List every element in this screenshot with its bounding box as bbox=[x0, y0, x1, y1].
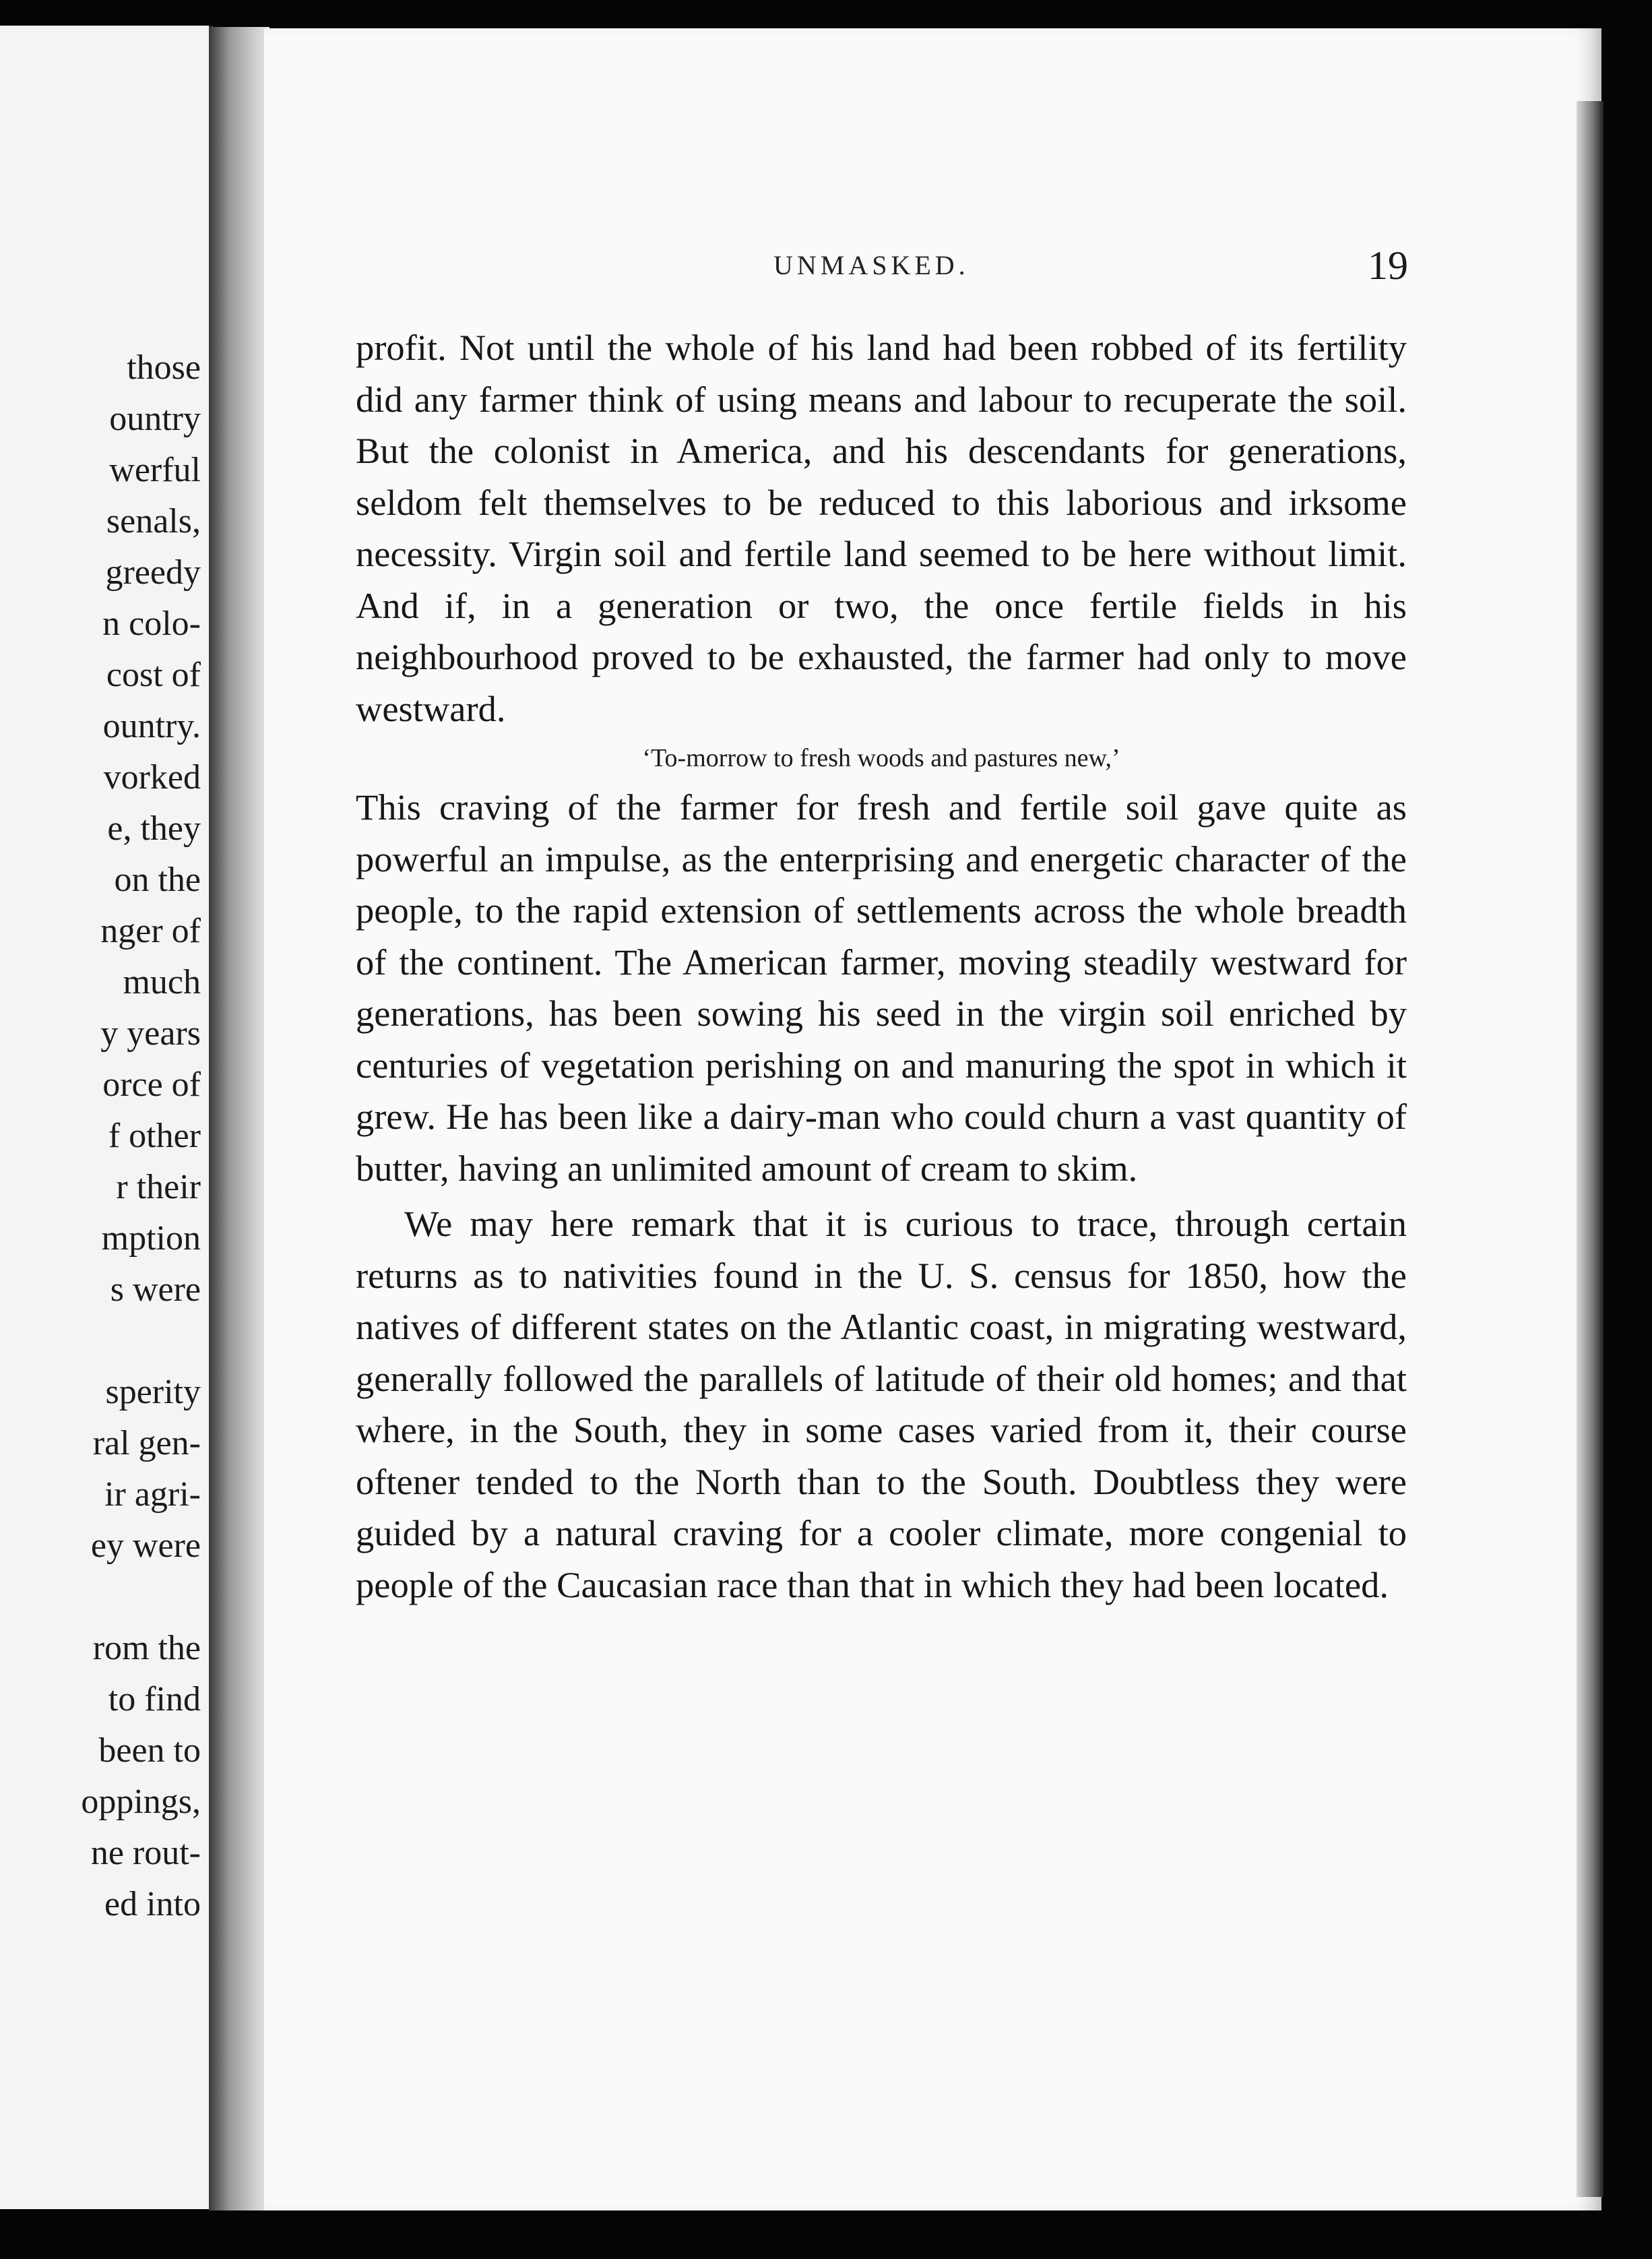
previous-page-line: orce of bbox=[102, 1065, 201, 1104]
previous-page-line: f other bbox=[108, 1117, 201, 1155]
previous-page-line: senals, bbox=[106, 502, 201, 540]
previous-page-line: s were bbox=[110, 1270, 201, 1309]
previous-page-line: werful bbox=[109, 451, 201, 489]
previous-page-line: rom the bbox=[92, 1629, 201, 1667]
previous-page-line bbox=[0, 1572, 201, 1623]
previous-page-line: e, they bbox=[107, 809, 201, 848]
previous-page-line: vorked bbox=[103, 758, 201, 797]
previous-page-line bbox=[0, 1316, 201, 1367]
running-title: UNMASKED. bbox=[773, 250, 970, 280]
quotation: ‘To-morrow to fresh woods and pastures new,’ bbox=[642, 744, 1120, 772]
previous-page-line: ed into bbox=[104, 1885, 201, 1923]
previous-page-line: r their bbox=[116, 1168, 201, 1206]
previous-page-line: ountry bbox=[109, 400, 201, 438]
previous-page-line: those bbox=[127, 348, 201, 387]
previous-page-line: ne rout- bbox=[90, 1834, 201, 1872]
page-number: 19 bbox=[1368, 243, 1408, 288]
previous-page-line: nger of bbox=[100, 912, 201, 950]
previous-page-line: much bbox=[123, 963, 201, 1001]
previous-page-line: n colo- bbox=[102, 605, 201, 643]
book-gutter bbox=[209, 27, 269, 2210]
paragraph-3: We may here remark that it is curious to trace, through certain returns as to nativities found in the U. S. census for 1850, how the natives of different states on the Atlantic coast, in migrating westward, generally followed the parallels of latitude of their old homes; and that where, in the South, they in some cases varied from it, their course oftener tended to the North than to the South. Doubtless they were guided by a natural craving for a cooler climate, more congenial to people of the Caucasian race than that in which they had been located. bbox=[356, 1203, 1407, 1605]
previous-page-line: ir agri- bbox=[104, 1475, 201, 1514]
previous-page-edge bbox=[0, 26, 213, 2209]
previous-page-line: been to bbox=[98, 1731, 201, 1770]
previous-page-line: sperity bbox=[105, 1373, 201, 1411]
previous-page-line: ountry. bbox=[102, 707, 201, 745]
previous-page-line: mption bbox=[101, 1219, 201, 1258]
page-edge-shadow bbox=[1577, 101, 1603, 2197]
previous-page-line: to find bbox=[108, 1680, 201, 1719]
paragraph-1: profit. Not until the whole of his land had been robbed of its fertility did any farmer think of using means and labour to recuperate the soil. But the colonist in America, and his descendants for generations, seldom felt themselves to be reduced to this laborious and irksome necessity. Virgin soil and fertile land seemed to be here without limit. And if, in a generation or two, the once fertile fields in his neighbourhood proved to be exhausted, the farmer had only to move westward. bbox=[356, 327, 1407, 729]
previous-page-line: ral gen- bbox=[92, 1424, 201, 1462]
paragraph-2: This craving of the farmer for fresh and fertile soil gave quite as powerful an impulse, as the enterprising and energetic character of the people, to the rapid extension of settlements across the whole breadth of the continent. The American farmer, moving steadily westward for generations, has been sowing his seed in the virgin soil enriched by centuries of vegetation perishing on and manuring the spot in which it grew. He has been like a dairy-man who could churn a vast quantity of butter, having an unlimited amount of cream to skim. bbox=[356, 786, 1407, 1189]
previous-page-line: greedy bbox=[105, 553, 201, 592]
previous-page-line: y years bbox=[100, 1014, 201, 1053]
previous-page-line: cost of bbox=[106, 656, 201, 694]
previous-page-text bbox=[0, 342, 201, 1930]
previous-page-line: on the bbox=[114, 861, 201, 899]
previous-page-line: ey were bbox=[90, 1526, 201, 1565]
previous-page-line: oppings, bbox=[81, 1783, 201, 1821]
page-body bbox=[356, 322, 1407, 1611]
